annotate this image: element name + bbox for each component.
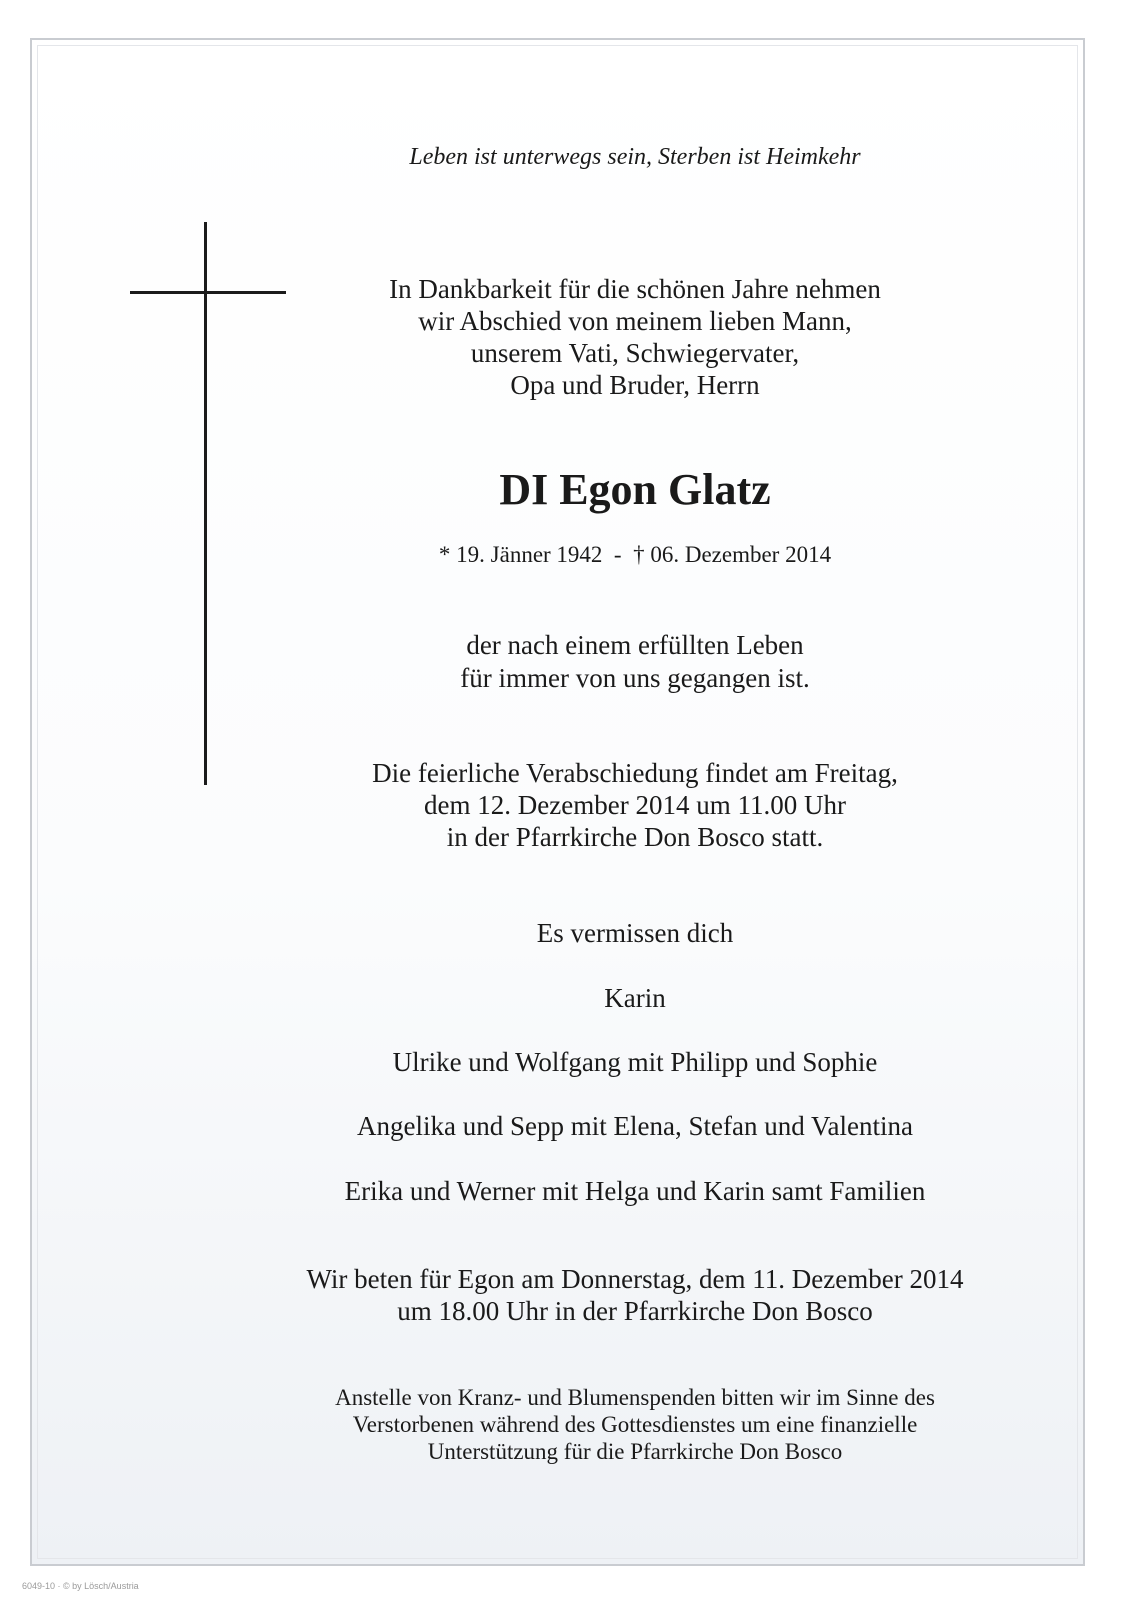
donation-note-line: Verstorbenen während des Gottesdienstes um eine finanzielle: [352, 1412, 918, 1437]
intro-line: In Dankbarkeit für die schönen Jahre nehmen: [389, 274, 881, 304]
intro-line: unserem Vati, Schwiegervater,: [470, 338, 800, 368]
intro-line: wir Abschied von meinem lieben Mann,: [418, 306, 852, 336]
mourners-heading: Es vermissen dich: [536, 918, 734, 948]
motto: Leben ist unterwegs sein, Sterben ist Heimkehr: [409, 144, 861, 170]
deceased-name: DI Egon Glatz: [499, 465, 771, 514]
prayer-line: um 18.00 Uhr in der Pfarrkirche Don Bosco: [397, 1296, 873, 1326]
passing-line: für immer von uns gegangen ist.: [460, 663, 810, 693]
passing-line: der nach einem erfüllten Leben: [466, 630, 804, 660]
ceremony-line: in der Pfarrkirche Don Bosco statt.: [446, 822, 824, 852]
intro-line: Opa und Bruder, Herrn: [510, 370, 760, 400]
prayer-line: Wir beten für Egon am Donnerstag, dem 11. Dezember 2014: [306, 1264, 964, 1294]
mourner-entry: Angelika und Sepp mit Elena, Stefan und Valentina: [357, 1111, 913, 1141]
donation-note-line: Unterstützung für die Pfarrkirche Don Bosco: [427, 1439, 843, 1464]
mourner-entry: Karin: [604, 983, 666, 1013]
donation-note-line: Anstelle von Kranz- und Blumenspenden bitten wir im Sinne des: [335, 1385, 935, 1410]
print-footer: 6049-10 · © by Lösch/Austria: [22, 1581, 139, 1591]
mourner-entry: Erika und Werner mit Helga und Karin samt Familien: [344, 1176, 926, 1206]
mourner-entry: Ulrike und Wolfgang mit Philipp und Sophie: [392, 1047, 878, 1077]
ceremony-line: dem 12. Dezember 2014 um 11.00 Uhr: [424, 790, 846, 820]
ceremony-line: Die feierliche Verabschiedung findet am Freitag,: [372, 758, 898, 788]
life-dates: * 19. Jänner 1942 - † 06. Dezember 2014: [438, 542, 832, 567]
